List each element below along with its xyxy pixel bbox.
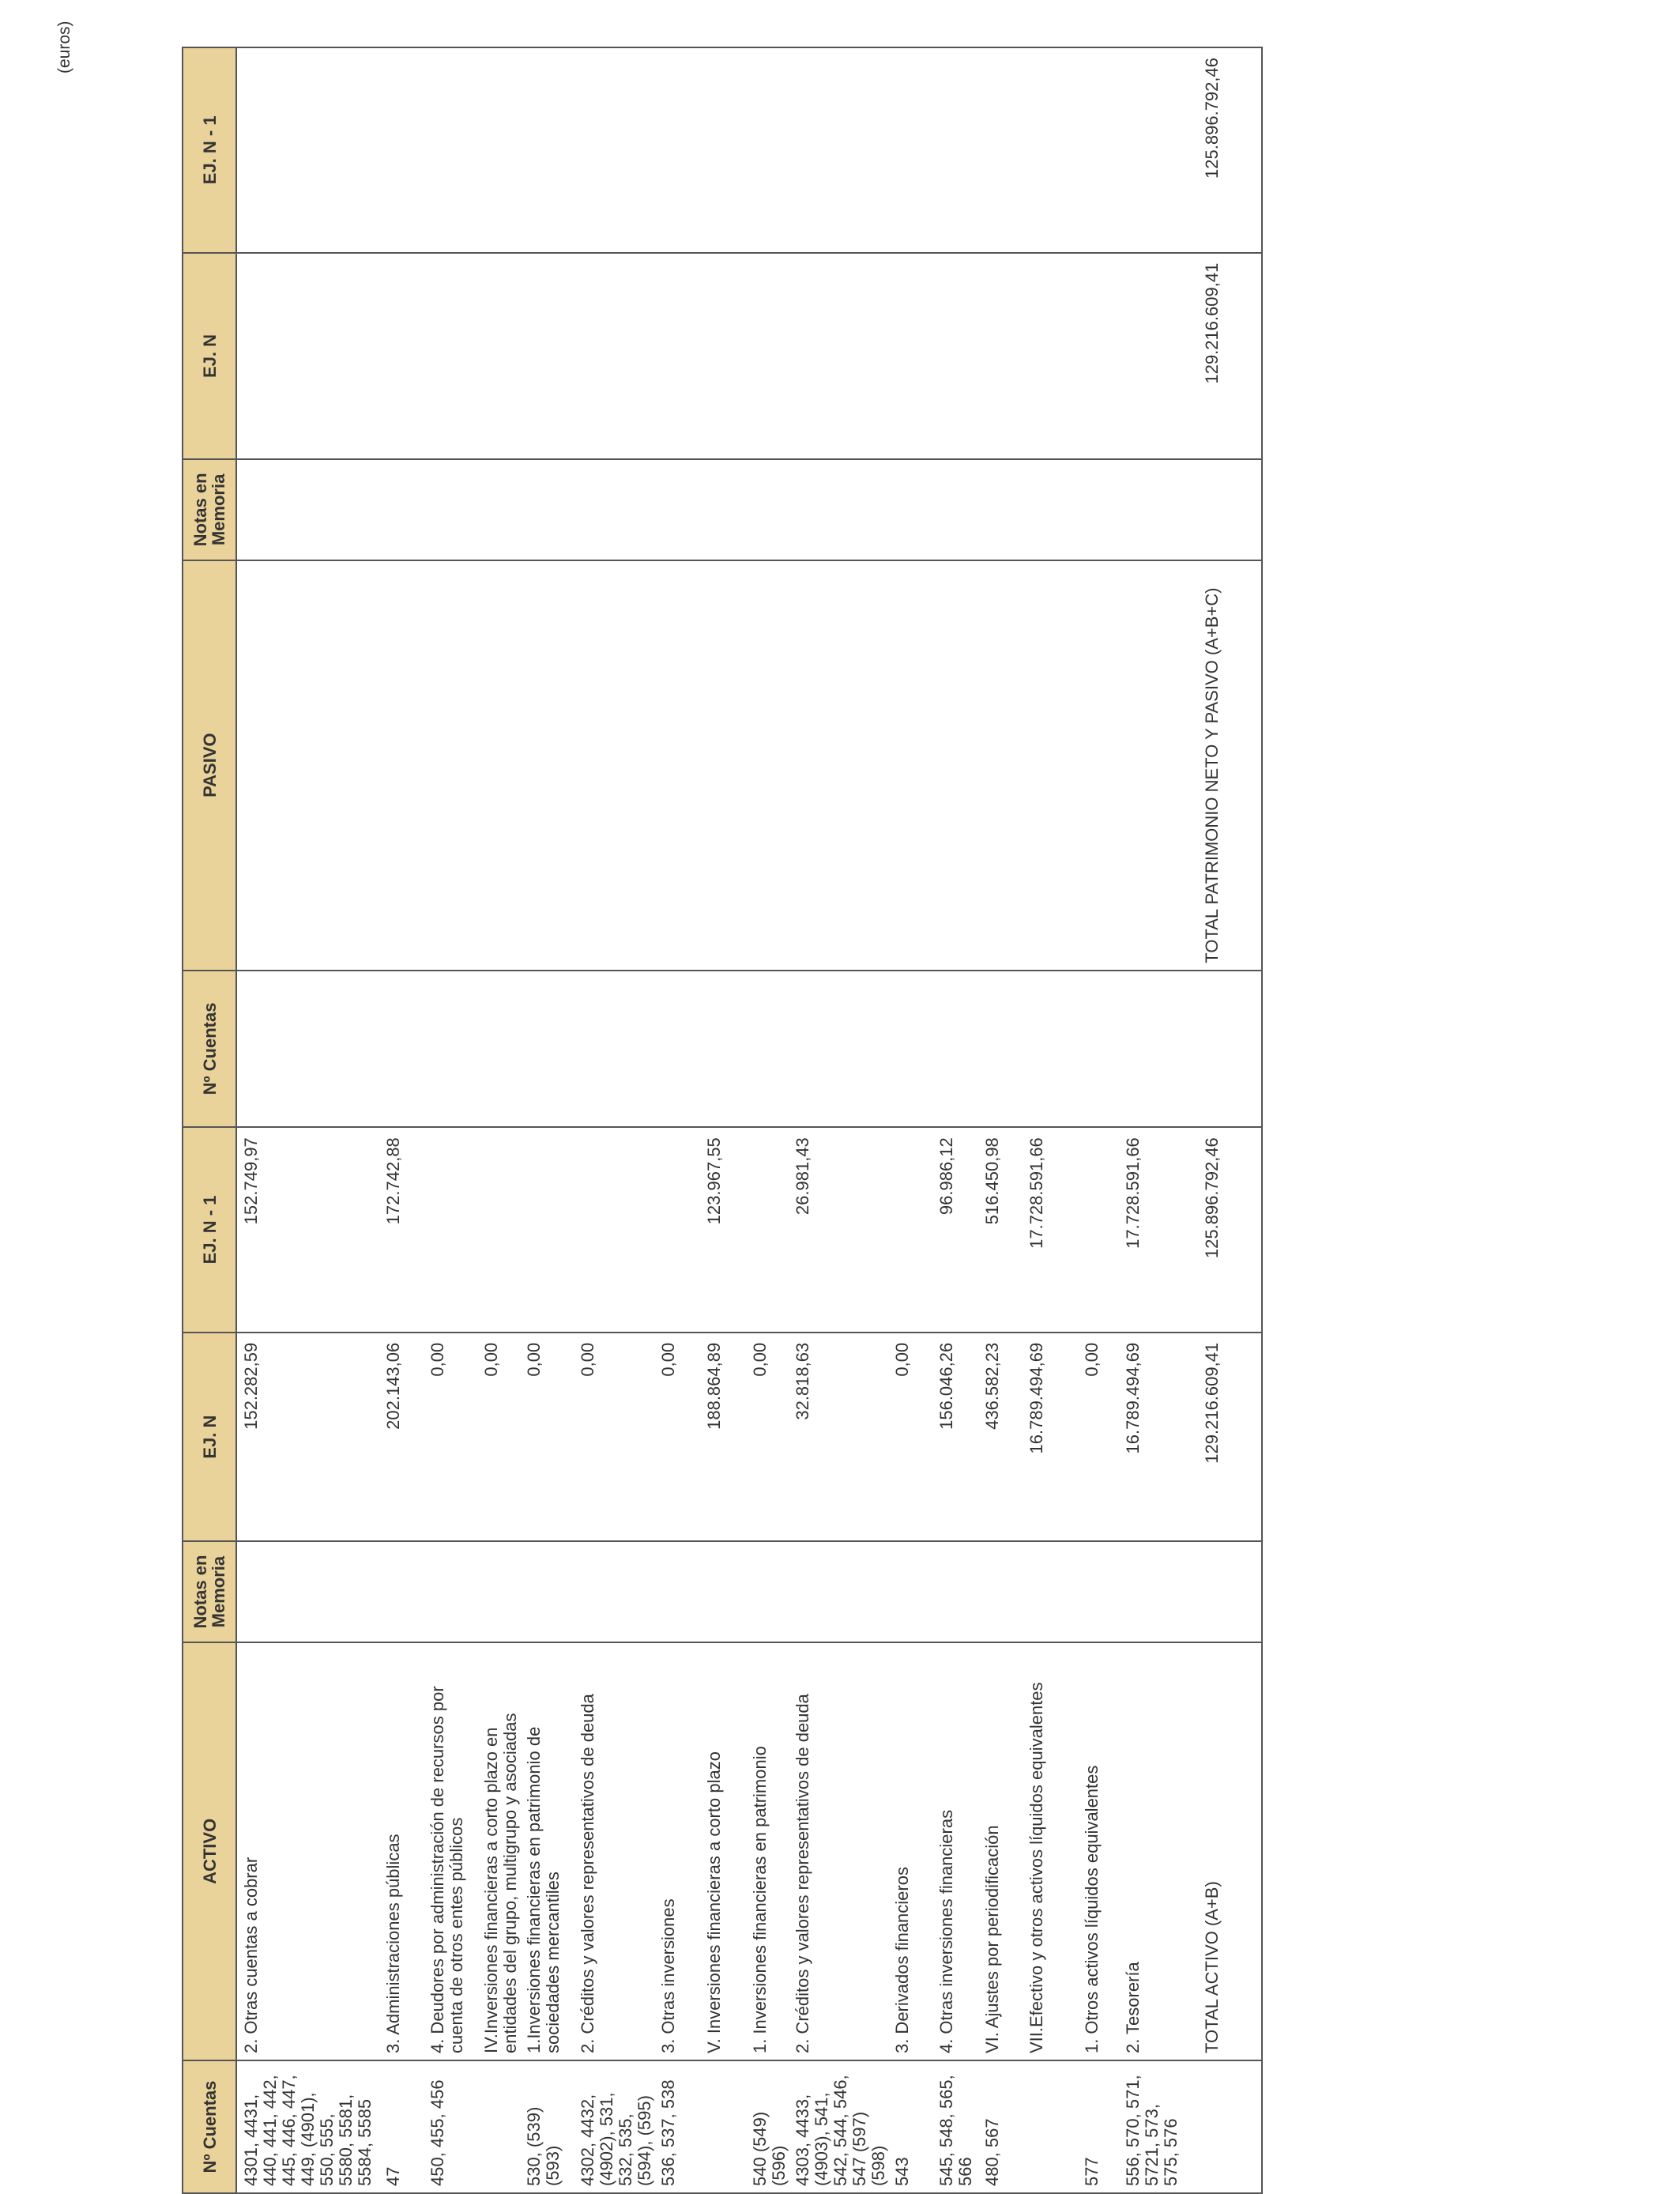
cell-ej-n1 <box>700 1127 746 1333</box>
table-row <box>746 47 789 2193</box>
cell-ej-n1 <box>1198 1127 1262 1333</box>
cell-notas-activo <box>1198 1541 1262 1642</box>
cell-ej-n-text: 0,00 <box>750 1342 770 1377</box>
cell-ej-n-text: 202.143,06 <box>383 1342 403 1430</box>
cell-ej-n <box>700 1333 746 1542</box>
cell-notas-activo <box>746 1541 789 1642</box>
cell-ej-n1-pasivo <box>932 47 978 253</box>
cell-ej-n1-text: 96.986,12 <box>936 1137 956 1216</box>
cell-ej-n-text: 0,00 <box>1082 1342 1102 1377</box>
table-row <box>520 47 574 2193</box>
cell-n-cuentas-pasivo <box>978 971 1023 1128</box>
table-row <box>574 47 654 2193</box>
cell-ej-n-text: 0,00 <box>658 1342 678 1377</box>
cell-notas-activo <box>700 1541 746 1642</box>
cell-notas-pasivo <box>424 459 477 560</box>
cell-ej-n1-pasivo <box>379 47 424 253</box>
cell-ej-n1-text: 516.450,98 <box>982 1137 1002 1225</box>
cell-ej-n-pasivo-text: 129.216.609,41 <box>1202 262 1222 384</box>
table-row <box>654 47 700 2193</box>
cell-n-cuentas-pasivo <box>520 971 574 1128</box>
cell-activo <box>978 1642 1023 2060</box>
table-row <box>1198 47 1262 2193</box>
cell-ej-n <box>654 1333 700 1542</box>
header-n-cuentas-activo: Nº Cuentas <box>183 2060 236 2193</box>
cell-ej-n1-text: 172.742,88 <box>383 1137 403 1225</box>
cell-n-cuentas-pasivo <box>888 971 932 1128</box>
cell-ej-n1 <box>932 1127 978 1333</box>
cell-ej-n1-pasivo <box>654 47 700 253</box>
cell-ej-n1-text <box>654 1128 659 1332</box>
cell-n-cuentas-pasivo <box>236 971 379 1128</box>
cell-ej-n1-pasivo <box>1078 47 1119 253</box>
cell-pasivo <box>574 560 654 971</box>
cell-n-cuentas <box>236 2060 379 2193</box>
cell-ej-n-text: 152.282,59 <box>241 1342 261 1430</box>
cell-n-cuentas-text: 536, 537, 538 <box>658 2079 678 2186</box>
cell-notas-pasivo <box>789 459 888 560</box>
cell-n-cuentas-pasivo <box>932 971 978 1128</box>
cell-activo-text: 2. Créditos y valores representativos de deuda <box>578 1694 597 2054</box>
cell-ej-n1-text <box>520 1128 525 1332</box>
table-row <box>932 47 978 2193</box>
table-row <box>888 47 932 2193</box>
table-row <box>789 47 888 2193</box>
cell-notas-activo <box>932 1541 978 1642</box>
cell-ej-n <box>789 1333 888 1542</box>
cell-ej-n1-text: 17.728.591,66 <box>1026 1137 1046 1249</box>
cell-notas-pasivo <box>1023 459 1078 560</box>
cell-activo-text: 4. Deudores por administración de recursos por cuenta de otros entes públicos <box>428 1686 466 2054</box>
cell-n-cuentas <box>379 2060 424 2193</box>
cell-ej-n <box>379 1333 424 1542</box>
header-notas-activo: Notas en Memoria <box>183 1541 236 1642</box>
cell-ej-n1-text <box>477 1128 482 1332</box>
cell-notas-pasivo <box>477 459 520 560</box>
cell-activo-text: 1.Inversiones financieras en patrimonio de sociedades mercantiles <box>524 1726 563 2054</box>
cell-activo <box>379 1642 424 2060</box>
cell-ej-n-text: 0,00 <box>524 1342 544 1377</box>
cell-ej-n1-text: 123.967,55 <box>704 1137 724 1225</box>
cell-n-cuentas-pasivo <box>700 971 746 1128</box>
cell-n-cuentas-text <box>1023 2061 1027 2192</box>
cell-pasivo <box>746 560 789 971</box>
cell-pasivo <box>700 560 746 971</box>
cell-n-cuentas-text: 450, 455, 456 <box>428 2079 447 2186</box>
cell-notas-activo <box>379 1541 424 1642</box>
cell-ej-n-text: 16.789.494,69 <box>1026 1342 1046 1454</box>
table-row <box>1023 47 1078 2193</box>
cell-n-cuentas <box>424 2060 477 2193</box>
header-activo: ACTIVO <box>183 1642 236 2060</box>
table-row <box>1119 47 1198 2193</box>
cell-ej-n <box>978 1333 1023 1542</box>
table-row <box>424 47 477 2193</box>
cell-ej-n-pasivo <box>789 253 888 460</box>
cell-ej-n1-text: 125.896.792,46 <box>1202 1137 1222 1259</box>
cell-activo <box>477 1642 520 2060</box>
cell-activo-text: 2. Tesorería <box>1123 1962 1143 2054</box>
cell-ej-n1 <box>424 1127 477 1333</box>
cell-ej-n1 <box>1078 1127 1119 1333</box>
cell-activo <box>424 1642 477 2060</box>
cell-pasivo <box>654 560 700 971</box>
table-header-row <box>183 47 236 2193</box>
cell-activo <box>236 1642 379 2060</box>
cell-n-cuentas-text: 545, 548, 565, 566 <box>936 2075 975 2186</box>
cell-activo <box>1023 1642 1078 2060</box>
cell-n-cuentas-text: 556, 570, 571, 5721, 573, 575, 576 <box>1123 2075 1181 2186</box>
cell-n-cuentas <box>520 2060 574 2193</box>
cell-n-cuentas-text: 480, 567 <box>982 2118 1002 2186</box>
cell-ej-n <box>746 1333 789 1542</box>
cell-ej-n1 <box>654 1127 700 1333</box>
cell-ej-n <box>1198 1333 1262 1542</box>
cell-n-cuentas-text: 530, (539) (593) <box>524 2106 563 2186</box>
cell-notas-pasivo <box>379 459 424 560</box>
cell-ej-n <box>888 1333 932 1542</box>
cell-notas-activo <box>1078 1541 1119 1642</box>
cell-n-cuentas-text: 4301, 4431, 440, 441, 442, 445, 446, 447, 449, (4901), 550, 555, 5580, 5581, 5584, 5585 <box>241 2075 375 2186</box>
cell-ej-n1 <box>1119 1127 1198 1333</box>
cell-ej-n1-text <box>424 1128 428 1332</box>
cell-n-cuentas-text: 577 <box>1082 2157 1102 2186</box>
cell-n-cuentas-pasivo <box>477 971 520 1128</box>
cell-notas-activo <box>1119 1541 1198 1642</box>
cell-ej-n1-pasivo <box>789 47 888 253</box>
cell-ej-n <box>477 1333 520 1542</box>
cell-ej-n-pasivo <box>477 253 520 460</box>
cell-ej-n-pasivo <box>1198 253 1262 460</box>
cell-ej-n <box>1023 1333 1078 1542</box>
cell-ej-n-pasivo <box>1119 253 1198 460</box>
cell-pasivo-text: TOTAL PATRIMONIO NETO Y PASIVO (A+B+C) <box>1202 587 1222 963</box>
cell-ej-n-text: 0,00 <box>578 1342 597 1377</box>
cell-ej-n1-pasivo <box>1198 47 1262 253</box>
cell-pasivo <box>520 560 574 971</box>
cell-ej-n-pasivo <box>700 253 746 460</box>
cell-pasivo <box>888 560 932 971</box>
cell-pasivo <box>379 560 424 971</box>
units-label: (euros) <box>55 21 73 74</box>
cell-pasivo <box>1023 560 1078 971</box>
cell-ej-n1-pasivo <box>236 47 379 253</box>
cell-ej-n-pasivo <box>520 253 574 460</box>
cell-ej-n-pasivo <box>932 253 978 460</box>
header-ej-n1-pasivo: EJ. N - 1 <box>183 47 236 253</box>
cell-activo <box>574 1642 654 2060</box>
cell-ej-n-text: 156.046,26 <box>936 1342 956 1430</box>
cell-notas-pasivo <box>520 459 574 560</box>
cell-pasivo <box>424 560 477 971</box>
cell-ej-n-pasivo <box>888 253 932 460</box>
cell-n-cuentas <box>574 2060 654 2193</box>
cell-pasivo <box>1078 560 1119 971</box>
cell-n-cuentas <box>746 2060 789 2193</box>
cell-ej-n-text: 0,00 <box>481 1342 501 1377</box>
cell-activo-text: V. Inversiones financieras a corto plazo <box>704 1751 724 2054</box>
cell-activo-text: 2. Otras cuentas a cobrar <box>241 1857 261 2054</box>
cell-n-cuentas-pasivo <box>654 971 700 1128</box>
cell-ej-n1-pasivo <box>978 47 1023 253</box>
cell-ej-n1 <box>236 1127 379 1333</box>
cell-ej-n1 <box>888 1127 932 1333</box>
cell-n-cuentas-pasivo <box>574 971 654 1128</box>
cell-ej-n-text: 129.216.609,41 <box>1202 1342 1222 1464</box>
cell-notas-activo <box>574 1541 654 1642</box>
header-n-cuentas-pasivo: Nº Cuentas <box>183 971 236 1128</box>
cell-activo <box>700 1642 746 2060</box>
cell-notas-pasivo <box>700 459 746 560</box>
cell-n-cuentas-text: 540 (549) (596) <box>750 2111 789 2186</box>
cell-n-cuentas <box>932 2060 978 2193</box>
cell-notas-pasivo <box>236 459 379 560</box>
cell-ej-n1-pasivo <box>424 47 477 253</box>
cell-activo <box>654 1642 700 2060</box>
cell-pasivo <box>1119 560 1198 971</box>
cell-ej-n-pasivo <box>746 253 789 460</box>
header-pasivo: PASIVO <box>183 560 236 971</box>
cell-ej-n1-text: 152.749,97 <box>241 1137 261 1225</box>
cell-n-cuentas-text <box>1198 2061 1203 2192</box>
cell-notas-activo <box>654 1541 700 1642</box>
cell-ej-n <box>236 1333 379 1542</box>
cell-n-cuentas-pasivo <box>1023 971 1078 1128</box>
cell-n-cuentas-text <box>477 2061 482 2192</box>
cell-ej-n-pasivo <box>424 253 477 460</box>
cell-ej-n1-pasivo <box>520 47 574 253</box>
cell-n-cuentas <box>1119 2060 1198 2193</box>
table-row <box>379 47 424 2193</box>
header-notas-pasivo: Notas en Memoria <box>183 459 236 560</box>
cell-ej-n1 <box>1023 1127 1078 1333</box>
cell-ej-n-text: 188.864,89 <box>704 1342 724 1430</box>
cell-pasivo <box>978 560 1023 971</box>
cell-ej-n1-pasivo <box>888 47 932 253</box>
cell-ej-n1-text: 17.728.591,66 <box>1123 1137 1143 1249</box>
cell-pasivo <box>236 560 379 971</box>
cell-activo <box>1119 1642 1198 2060</box>
cell-activo <box>932 1642 978 2060</box>
cell-notas-pasivo <box>1198 459 1262 560</box>
cell-n-cuentas-pasivo <box>1078 971 1119 1128</box>
cell-activo-text: VI. Ajustes por periodificación <box>982 1825 1002 2054</box>
cell-notas-pasivo <box>1078 459 1119 560</box>
cell-ej-n1-pasivo <box>477 47 520 253</box>
cell-n-cuentas-pasivo <box>789 971 888 1128</box>
cell-ej-n-text: 436.582,23 <box>982 1342 1002 1430</box>
cell-notas-activo <box>1023 1541 1078 1642</box>
cell-n-cuentas <box>1198 2060 1262 2193</box>
cell-ej-n-pasivo <box>978 253 1023 460</box>
cell-ej-n1-text <box>888 1128 893 1332</box>
cell-ej-n1 <box>978 1127 1023 1333</box>
cell-ej-n1-text: 26.981,43 <box>793 1137 812 1216</box>
header-ej-n-pasivo: EJ. N <box>183 253 236 460</box>
cell-notas-pasivo <box>978 459 1023 560</box>
cell-notas-activo <box>789 1541 888 1642</box>
header-ej-n1-activo: EJ. N - 1 <box>183 1127 236 1333</box>
table-row <box>1078 47 1119 2193</box>
cell-activo-text: 3. Administraciones públicas <box>383 1834 403 2054</box>
cell-activo-text: 3. Otras inversiones <box>658 1898 678 2054</box>
cell-n-cuentas-pasivo <box>1119 971 1198 1128</box>
cell-activo <box>1198 1642 1262 2060</box>
cell-activo <box>789 1642 888 2060</box>
cell-notas-activo <box>236 1541 379 1642</box>
cell-ej-n1-pasivo <box>1023 47 1078 253</box>
cell-n-cuentas <box>1078 2060 1119 2193</box>
cell-n-cuentas <box>654 2060 700 2193</box>
cell-activo <box>1078 1642 1119 2060</box>
cell-n-cuentas <box>1023 2060 1078 2193</box>
cell-ej-n1 <box>379 1127 424 1333</box>
cell-notas-pasivo <box>574 459 654 560</box>
cell-activo-text: IV.Inversiones financieras a corto plazo en entidades del grupo, multigrupo y asociadas <box>481 1713 520 2054</box>
cell-ej-n-pasivo <box>236 253 379 460</box>
cell-n-cuentas-pasivo <box>1198 971 1262 1128</box>
cell-n-cuentas <box>888 2060 932 2193</box>
cell-activo-text: 4. Otras inversiones financieras <box>936 1809 956 2054</box>
cell-ej-n-pasivo <box>379 253 424 460</box>
cell-ej-n1 <box>477 1127 520 1333</box>
cell-n-cuentas <box>700 2060 746 2193</box>
cell-ej-n-text: 0,00 <box>892 1342 912 1377</box>
cell-activo-text: 1. Otros activos líquidos equivalentes <box>1082 1765 1102 2054</box>
cell-ej-n <box>932 1333 978 1542</box>
cell-notas-activo <box>424 1541 477 1642</box>
cell-ej-n <box>1078 1333 1119 1542</box>
cell-n-cuentas-text <box>700 2061 705 2192</box>
cell-notas-activo <box>477 1541 520 1642</box>
cell-ej-n-pasivo <box>1078 253 1119 460</box>
cell-n-cuentas-text: 4303, 4433, (4903), 541, 542, 544, 546, 547 (597) (598) <box>793 2075 888 2186</box>
cell-ej-n1 <box>746 1127 789 1333</box>
cell-pasivo <box>477 560 520 971</box>
cell-ej-n <box>574 1333 654 1542</box>
cell-activo-text: VII.Efectivo y otros activos líquidos equivalentes <box>1026 1682 1046 2054</box>
cell-notas-pasivo <box>888 459 932 560</box>
cell-notas-pasivo <box>932 459 978 560</box>
cell-n-cuentas <box>978 2060 1023 2193</box>
header-ej-n-activo: EJ. N <box>183 1333 236 1542</box>
cell-notas-pasivo <box>654 459 700 560</box>
cell-ej-n <box>520 1333 574 1542</box>
cell-ej-n-text: 16.789.494,69 <box>1123 1342 1143 1454</box>
balance-sheet-table <box>182 47 1263 2194</box>
cell-ej-n1-text <box>1078 1128 1083 1332</box>
cell-notas-pasivo <box>746 459 789 560</box>
cell-ej-n1-text <box>574 1128 578 1332</box>
cell-ej-n-pasivo <box>1023 253 1078 460</box>
cell-pasivo <box>789 560 888 971</box>
cell-activo-text: TOTAL ACTIVO (A+B) <box>1202 1881 1222 2054</box>
cell-ej-n1-pasivo <box>700 47 746 253</box>
table-row <box>477 47 520 2193</box>
cell-activo-text: 2. Créditos y valores representativos de deuda <box>793 1694 812 2054</box>
cell-ej-n-text: 0,00 <box>428 1342 447 1377</box>
cell-ej-n1 <box>574 1127 654 1333</box>
cell-activo-text: 3. Derivados financieros <box>892 1867 912 2054</box>
cell-notas-activo <box>520 1541 574 1642</box>
cell-ej-n <box>1119 1333 1198 1542</box>
cell-pasivo <box>1198 560 1262 971</box>
cell-ej-n <box>424 1333 477 1542</box>
cell-n-cuentas <box>789 2060 888 2193</box>
cell-notas-activo <box>978 1541 1023 1642</box>
cell-activo <box>888 1642 932 2060</box>
cell-n-cuentas-pasivo <box>379 971 424 1128</box>
cell-ej-n-pasivo <box>574 253 654 460</box>
table-row <box>978 47 1023 2193</box>
cell-ej-n-pasivo <box>654 253 700 460</box>
cell-ej-n1-pasivo-text: 125.896.792,46 <box>1202 58 1222 179</box>
cell-ej-n1 <box>789 1127 888 1333</box>
cell-activo-text: 1. Inversiones financieras en patrimonio <box>750 1746 770 2054</box>
cell-pasivo <box>932 560 978 971</box>
cell-n-cuentas <box>477 2060 520 2193</box>
cell-activo <box>520 1642 574 2060</box>
table-row <box>700 47 746 2193</box>
cell-ej-n1 <box>520 1127 574 1333</box>
cell-n-cuentas-text: 4302, 4432, (4902), 531, 532, 535, (594), (595) <box>578 2092 654 2186</box>
cell-n-cuentas-pasivo <box>746 971 789 1128</box>
cell-ej-n1-pasivo <box>1119 47 1198 253</box>
cell-ej-n1-pasivo <box>574 47 654 253</box>
cell-notas-pasivo <box>1119 459 1198 560</box>
cell-n-cuentas-text: 543 <box>892 2157 912 2186</box>
cell-activo <box>746 1642 789 2060</box>
table-row <box>236 47 379 2193</box>
cell-n-cuentas-text: 47 <box>383 2166 403 2186</box>
cell-ej-n1-text <box>746 1128 751 1332</box>
cell-ej-n1-pasivo <box>746 47 789 253</box>
cell-ej-n-text: 32.818,63 <box>793 1342 812 1420</box>
cell-n-cuentas-pasivo <box>424 971 477 1128</box>
cell-notas-activo <box>888 1541 932 1642</box>
